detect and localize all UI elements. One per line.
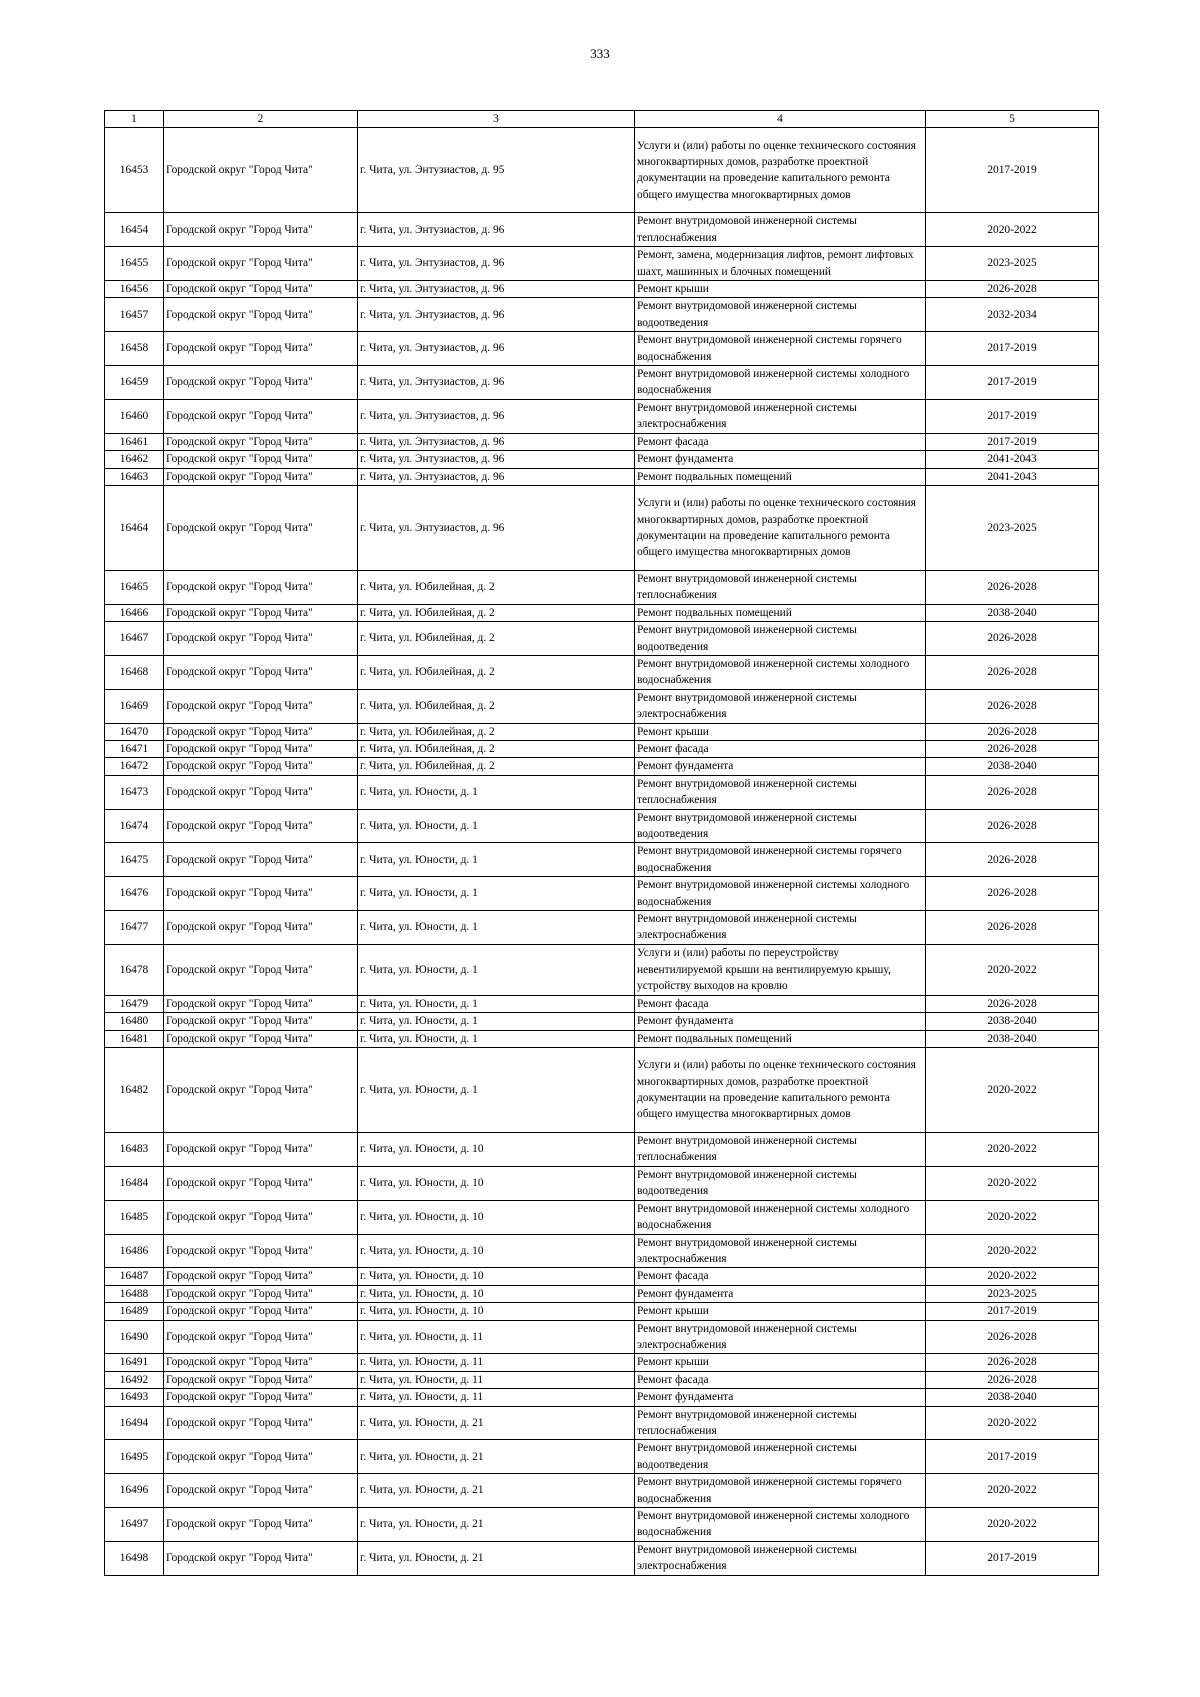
cell-work-type: Ремонт крыши (635, 1354, 926, 1371)
cell-row-number: 16493 (105, 1389, 164, 1406)
cell-period: 2017-2019 (926, 1303, 1099, 1320)
cell-work-type: Ремонт крыши (635, 1303, 926, 1320)
cell-work-type: Ремонт внутридомовой инженерной системы электроснабжения (635, 1541, 926, 1575)
column-header-4: 4 (635, 111, 926, 128)
cell-municipality: Городской округ "Город Чита" (164, 281, 358, 298)
table-row (105, 809, 1099, 843)
cell-period: 2023-2025 (926, 1285, 1099, 1302)
cell-municipality: Городской округ "Город Чита" (164, 689, 358, 723)
cell-work-type: Ремонт фундамента (635, 1013, 926, 1030)
cell-period: 2026-2028 (926, 655, 1099, 689)
cell-period: 2038-2040 (926, 1013, 1099, 1030)
cell-row-number: 16474 (105, 809, 164, 843)
table-row (105, 995, 1099, 1012)
cell-municipality: Городской округ "Город Чита" (164, 622, 358, 656)
cell-work-type: Услуги и (или) работы по оценке технического состояния многоквартирных домов, разработке проектной документации на проведение капитального ремонта общего имущества многоквартирных домов (635, 128, 926, 213)
cell-work-type: Ремонт внутридомовой инженерной системы холодного водоснабжения (635, 1508, 926, 1542)
cell-period: 2017-2019 (926, 128, 1099, 213)
cell-period: 2020-2022 (926, 1048, 1099, 1133)
cell-address: г. Чита, ул. Юности, д. 11 (358, 1371, 635, 1388)
table-row (105, 247, 1099, 281)
cell-work-type: Ремонт крыши (635, 723, 926, 740)
cell-address: г. Чита, ул. Юности, д. 1 (358, 995, 635, 1012)
cell-address: г. Чита, ул. Энтузиастов, д. 95 (358, 128, 635, 213)
cell-row-number: 16497 (105, 1508, 164, 1542)
cell-row-number: 16477 (105, 911, 164, 945)
cell-municipality: Городской округ "Город Чита" (164, 1285, 358, 1302)
cell-address: г. Чита, ул. Юности, д. 10 (358, 1166, 635, 1200)
cell-municipality: Городской округ "Город Чита" (164, 740, 358, 757)
cell-municipality: Городской округ "Город Чита" (164, 298, 358, 332)
page-number: 333 (590, 46, 610, 61)
cell-row-number: 16490 (105, 1320, 164, 1354)
cell-work-type: Ремонт внутридомовой инженерной системы холодного водоснабжения (635, 1200, 926, 1234)
cell-row-number: 16473 (105, 775, 164, 809)
cell-row-number: 16467 (105, 622, 164, 656)
cell-period: 2026-2028 (926, 995, 1099, 1012)
cell-address: г. Чита, ул. Юности, д. 10 (358, 1303, 635, 1320)
cell-address: г. Чита, ул. Юбилейная, д. 2 (358, 570, 635, 604)
cell-work-type: Ремонт внутридомовой инженерной системы теплоснабжения (635, 213, 926, 247)
cell-municipality: Городской округ "Город Чита" (164, 723, 358, 740)
header-row (105, 111, 1099, 128)
cell-municipality: Городской округ "Город Чита" (164, 1474, 358, 1508)
cell-period: 2020-2022 (926, 1474, 1099, 1508)
cell-work-type: Ремонт фундамента (635, 758, 926, 775)
cell-period: 2026-2028 (926, 809, 1099, 843)
cell-work-type: Ремонт фундамента (635, 451, 926, 468)
cell-address: г. Чита, ул. Юбилейная, д. 2 (358, 604, 635, 621)
cell-address: г. Чита, ул. Юбилейная, д. 2 (358, 758, 635, 775)
table-row (105, 1508, 1099, 1542)
cell-work-type: Ремонт, замена, модернизация лифтов, ремонт лифтовых шахт, машинных и блочных помещений (635, 247, 926, 281)
table-row (105, 1389, 1099, 1406)
cell-row-number: 16478 (105, 944, 164, 995)
cell-row-number: 16485 (105, 1200, 164, 1234)
cell-period: 2041-2043 (926, 451, 1099, 468)
cell-address: г. Чита, ул. Энтузиастов, д. 96 (358, 281, 635, 298)
cell-row-number: 16456 (105, 281, 164, 298)
cell-row-number: 16481 (105, 1030, 164, 1047)
cell-address: г. Чита, ул. Юности, д. 1 (358, 1030, 635, 1047)
cell-address: г. Чита, ул. Юности, д. 1 (358, 877, 635, 911)
cell-municipality: Городской округ "Город Чита" (164, 468, 358, 485)
cell-work-type: Ремонт внутридомовой инженерной системы холодного водоснабжения (635, 877, 926, 911)
cell-address: г. Чита, ул. Юности, д. 10 (358, 1285, 635, 1302)
cell-row-number: 16484 (105, 1166, 164, 1200)
cell-municipality: Городской округ "Город Чита" (164, 604, 358, 621)
cell-row-number: 16495 (105, 1440, 164, 1474)
cell-municipality: Городской округ "Город Чита" (164, 877, 358, 911)
cell-work-type: Ремонт внутридомовой инженерной системы горячего водоснабжения (635, 332, 926, 366)
cell-address: г. Чита, ул. Юности, д. 21 (358, 1508, 635, 1542)
table-row (105, 758, 1099, 775)
cell-address: г. Чита, ул. Юбилейная, д. 2 (358, 655, 635, 689)
cell-municipality: Городской округ "Город Чита" (164, 1013, 358, 1030)
cell-row-number: 16487 (105, 1268, 164, 1285)
table-header (105, 111, 1099, 128)
cell-municipality: Городской округ "Город Чита" (164, 247, 358, 281)
table-row (105, 1268, 1099, 1285)
cell-address: г. Чита, ул. Юности, д. 21 (358, 1406, 635, 1440)
cell-municipality: Городской округ "Город Чита" (164, 655, 358, 689)
column-header-1: 1 (105, 111, 164, 128)
cell-address: г. Чита, ул. Энтузиастов, д. 96 (358, 468, 635, 485)
cell-work-type: Ремонт внутридомовой инженерной системы теплоснабжения (635, 1133, 926, 1167)
cell-address: г. Чита, ул. Юности, д. 1 (358, 1013, 635, 1030)
cell-municipality: Городской округ "Город Чита" (164, 1030, 358, 1047)
cell-work-type: Ремонт подвальных помещений (635, 1030, 926, 1047)
cell-row-number: 16454 (105, 213, 164, 247)
cell-municipality: Городской округ "Город Чита" (164, 1303, 358, 1320)
cell-work-type: Ремонт внутридомовой инженерной системы водоотведения (635, 1166, 926, 1200)
cell-row-number: 16480 (105, 1013, 164, 1030)
cell-municipality: Городской округ "Город Чита" (164, 1320, 358, 1354)
cell-work-type: Ремонт фасада (635, 433, 926, 450)
cell-period: 2020-2022 (926, 213, 1099, 247)
table-row (105, 944, 1099, 995)
table-row (105, 1166, 1099, 1200)
cell-address: г. Чита, ул. Энтузиастов, д. 96 (358, 332, 635, 366)
table-row (105, 604, 1099, 621)
cell-work-type: Ремонт фасада (635, 995, 926, 1012)
cell-municipality: Городской округ "Город Чита" (164, 213, 358, 247)
cell-municipality: Городской округ "Город Чита" (164, 128, 358, 213)
table-row (105, 281, 1099, 298)
cell-municipality: Городской округ "Город Чита" (164, 775, 358, 809)
cell-period: 2038-2040 (926, 1030, 1099, 1047)
cell-period: 2026-2028 (926, 775, 1099, 809)
cell-period: 2026-2028 (926, 843, 1099, 877)
table-row (105, 1200, 1099, 1234)
cell-municipality: Городской округ "Город Чита" (164, 366, 358, 400)
cell-period: 2020-2022 (926, 1133, 1099, 1167)
table-row (105, 332, 1099, 366)
cell-row-number: 16457 (105, 298, 164, 332)
cell-municipality: Городской округ "Город Чита" (164, 433, 358, 450)
table-row (105, 1541, 1099, 1575)
cell-municipality: Городской округ "Город Чита" (164, 1200, 358, 1234)
column-header-2: 2 (164, 111, 358, 128)
cell-period: 2026-2028 (926, 911, 1099, 945)
cell-municipality: Городской округ "Город Чита" (164, 1440, 358, 1474)
cell-work-type: Услуги и (или) работы по переустройству невентилируемой крыши на вентилируемую крышу, устройству выходов на кровлю (635, 944, 926, 995)
cell-address: г. Чита, ул. Юности, д. 11 (358, 1320, 635, 1354)
cell-municipality: Городской округ "Город Чита" (164, 1406, 358, 1440)
cell-period: 2023-2025 (926, 485, 1099, 570)
cell-work-type: Ремонт фасада (635, 1268, 926, 1285)
cell-work-type: Ремонт внутридомовой инженерной системы холодного водоснабжения (635, 366, 926, 400)
cell-address: г. Чита, ул. Юности, д. 10 (358, 1200, 635, 1234)
cell-row-number: 16464 (105, 485, 164, 570)
cell-work-type: Ремонт внутридомовой инженерной системы водоотведения (635, 1440, 926, 1474)
cell-work-type: Ремонт фундамента (635, 1285, 926, 1302)
cell-row-number: 16463 (105, 468, 164, 485)
cell-work-type: Ремонт внутридомовой инженерной системы электроснабжения (635, 1234, 926, 1268)
cell-work-type: Ремонт внутридомовой инженерной системы теплоснабжения (635, 570, 926, 604)
cell-period: 2038-2040 (926, 1389, 1099, 1406)
table-row (105, 775, 1099, 809)
cell-row-number: 16470 (105, 723, 164, 740)
cell-address: г. Чита, ул. Юности, д. 21 (358, 1440, 635, 1474)
table-row (105, 622, 1099, 656)
cell-row-number: 16469 (105, 689, 164, 723)
cell-row-number: 16496 (105, 1474, 164, 1508)
cell-period: 2020-2022 (926, 1268, 1099, 1285)
table-row (105, 1474, 1099, 1508)
column-header-5: 5 (926, 111, 1099, 128)
cell-work-type: Ремонт подвальных помещений (635, 604, 926, 621)
cell-row-number: 16486 (105, 1234, 164, 1268)
cell-work-type: Ремонт внутридомовой инженерной системы водоотведения (635, 809, 926, 843)
cell-row-number: 16465 (105, 570, 164, 604)
cell-period: 2026-2028 (926, 740, 1099, 757)
cell-row-number: 16482 (105, 1048, 164, 1133)
cell-work-type: Услуги и (или) работы по оценке технического состояния многоквартирных домов, разработке проектной документации на проведение капитального ремонта общего имущества многоквартирных домов (635, 485, 926, 570)
cell-address: г. Чита, ул. Юности, д. 1 (358, 1048, 635, 1133)
cell-period: 2020-2022 (926, 1406, 1099, 1440)
cell-row-number: 16462 (105, 451, 164, 468)
cell-period: 2026-2028 (926, 723, 1099, 740)
table-row (105, 366, 1099, 400)
cell-work-type: Ремонт внутридомовой инженерной системы водоотведения (635, 622, 926, 656)
cell-row-number: 16498 (105, 1541, 164, 1575)
cell-row-number: 16472 (105, 758, 164, 775)
cell-municipality: Городской округ "Город Чита" (164, 1166, 358, 1200)
cell-row-number: 16475 (105, 843, 164, 877)
cell-period: 2017-2019 (926, 433, 1099, 450)
cell-municipality: Городской округ "Город Чита" (164, 944, 358, 995)
table-row (105, 1371, 1099, 1388)
cell-address: г. Чита, ул. Энтузиастов, д. 96 (358, 399, 635, 433)
cell-address: г. Чита, ул. Юности, д. 10 (358, 1234, 635, 1268)
cell-period: 2017-2019 (926, 1541, 1099, 1575)
table-row (105, 468, 1099, 485)
repair-schedule-table (104, 110, 1099, 1576)
cell-municipality: Городской округ "Город Чита" (164, 1133, 358, 1167)
column-header-3: 3 (358, 111, 635, 128)
cell-work-type: Ремонт фасада (635, 740, 926, 757)
cell-period: 2026-2028 (926, 1354, 1099, 1371)
table-row (105, 911, 1099, 945)
cell-address: г. Чита, ул. Энтузиастов, д. 96 (358, 485, 635, 570)
cell-period: 2023-2025 (926, 247, 1099, 281)
cell-work-type: Ремонт внутридомовой инженерной системы теплоснабжения (635, 1406, 926, 1440)
table-row (105, 689, 1099, 723)
cell-work-type: Ремонт внутридомовой инженерной системы электроснабжения (635, 911, 926, 945)
cell-row-number: 16455 (105, 247, 164, 281)
table-row (105, 1354, 1099, 1371)
cell-period: 2026-2028 (926, 1320, 1099, 1354)
cell-row-number: 16491 (105, 1354, 164, 1371)
table-row (105, 1440, 1099, 1474)
cell-address: г. Чита, ул. Юности, д. 1 (358, 911, 635, 945)
cell-row-number: 16476 (105, 877, 164, 911)
cell-row-number: 16471 (105, 740, 164, 757)
cell-period: 2026-2028 (926, 1371, 1099, 1388)
cell-work-type: Ремонт внутридомовой инженерной системы электроснабжения (635, 399, 926, 433)
cell-municipality: Городской округ "Город Чита" (164, 570, 358, 604)
cell-work-type: Ремонт внутридомовой инженерной системы теплоснабжения (635, 775, 926, 809)
cell-municipality: Городской округ "Город Чита" (164, 1268, 358, 1285)
cell-municipality: Городской округ "Город Чита" (164, 843, 358, 877)
cell-address: г. Чита, ул. Юности, д. 21 (358, 1474, 635, 1508)
cell-address: г. Чита, ул. Энтузиастов, д. 96 (358, 298, 635, 332)
cell-period: 2026-2028 (926, 281, 1099, 298)
cell-address: г. Чита, ул. Энтузиастов, д. 96 (358, 213, 635, 247)
table-row (105, 451, 1099, 468)
cell-work-type: Ремонт внутридомовой инженерной системы электроснабжения (635, 689, 926, 723)
table-row (105, 485, 1099, 570)
table-row (105, 1285, 1099, 1302)
cell-row-number: 16468 (105, 655, 164, 689)
cell-address: г. Чита, ул. Юбилейная, д. 2 (358, 689, 635, 723)
table-row (105, 1013, 1099, 1030)
cell-work-type: Ремонт крыши (635, 281, 926, 298)
cell-municipality: Городской округ "Город Чита" (164, 1508, 358, 1542)
cell-period: 2017-2019 (926, 1440, 1099, 1474)
cell-work-type: Ремонт фундамента (635, 1389, 926, 1406)
cell-row-number: 16494 (105, 1406, 164, 1440)
cell-row-number: 16458 (105, 332, 164, 366)
cell-work-type: Ремонт внутридомовой инженерной системы горячего водоснабжения (635, 1474, 926, 1508)
cell-address: г. Чита, ул. Юности, д. 1 (358, 944, 635, 995)
cell-period: 2017-2019 (926, 366, 1099, 400)
cell-period: 2038-2040 (926, 758, 1099, 775)
cell-period: 2038-2040 (926, 604, 1099, 621)
cell-address: г. Чита, ул. Юности, д. 1 (358, 775, 635, 809)
cell-work-type: Ремонт фасада (635, 1371, 926, 1388)
cell-period: 2026-2028 (926, 622, 1099, 656)
cell-municipality: Городской округ "Город Чита" (164, 399, 358, 433)
cell-work-type: Ремонт внутридомовой инженерной системы водоотведения (635, 298, 926, 332)
cell-municipality: Городской округ "Город Чита" (164, 995, 358, 1012)
cell-row-number: 16466 (105, 604, 164, 621)
cell-period: 2032-2034 (926, 298, 1099, 332)
table-row (105, 740, 1099, 757)
cell-period: 2026-2028 (926, 570, 1099, 604)
cell-work-type: Ремонт внутридомовой инженерной системы холодного водоснабжения (635, 655, 926, 689)
cell-address: г. Чита, ул. Юности, д. 11 (358, 1389, 635, 1406)
cell-work-type: Ремонт внутридомовой инженерной системы горячего водоснабжения (635, 843, 926, 877)
cell-municipality: Городской округ "Город Чита" (164, 1371, 358, 1388)
cell-period: 2041-2043 (926, 468, 1099, 485)
table-row (105, 1133, 1099, 1167)
cell-address: г. Чита, ул. Энтузиастов, д. 96 (358, 433, 635, 450)
table-row (105, 433, 1099, 450)
table-row (105, 128, 1099, 213)
table-row (105, 843, 1099, 877)
cell-period: 2026-2028 (926, 877, 1099, 911)
cell-row-number: 16459 (105, 366, 164, 400)
cell-address: г. Чита, ул. Юности, д. 1 (358, 843, 635, 877)
cell-address: г. Чита, ул. Юбилейная, д. 2 (358, 740, 635, 757)
cell-municipality: Городской округ "Город Чита" (164, 1389, 358, 1406)
cell-period: 2017-2019 (926, 332, 1099, 366)
cell-municipality: Городской округ "Город Чита" (164, 911, 358, 945)
table-row (105, 399, 1099, 433)
cell-address: г. Чита, ул. Юности, д. 10 (358, 1268, 635, 1285)
cell-work-type: Ремонт внутридомовой инженерной системы электроснабжения (635, 1320, 926, 1354)
cell-municipality: Городской округ "Город Чита" (164, 485, 358, 570)
cell-municipality: Городской округ "Город Чита" (164, 1354, 358, 1371)
table-row (105, 877, 1099, 911)
cell-municipality: Городской округ "Город Чита" (164, 451, 358, 468)
table-row (105, 655, 1099, 689)
cell-period: 2020-2022 (926, 1234, 1099, 1268)
table-row (105, 1406, 1099, 1440)
cell-address: г. Чита, ул. Юности, д. 10 (358, 1133, 635, 1167)
cell-row-number: 16453 (105, 128, 164, 213)
cell-row-number: 16489 (105, 1303, 164, 1320)
table-row (105, 1048, 1099, 1133)
cell-address: г. Чита, ул. Энтузиастов, д. 96 (358, 247, 635, 281)
cell-row-number: 16479 (105, 995, 164, 1012)
cell-municipality: Городской округ "Город Чита" (164, 758, 358, 775)
cell-address: г. Чита, ул. Юности, д. 1 (358, 809, 635, 843)
table-row (105, 298, 1099, 332)
cell-row-number: 16460 (105, 399, 164, 433)
cell-address: г. Чита, ул. Юбилейная, д. 2 (358, 622, 635, 656)
cell-work-type: Услуги и (или) работы по оценке технического состояния многоквартирных домов, разработке проектной документации на проведение капитального ремонта общего имущества многоквартирных домов (635, 1048, 926, 1133)
table-row (105, 1234, 1099, 1268)
table-row (105, 1030, 1099, 1047)
cell-row-number: 16461 (105, 433, 164, 450)
cell-municipality: Городской округ "Город Чита" (164, 809, 358, 843)
cell-address: г. Чита, ул. Энтузиастов, д. 96 (358, 366, 635, 400)
cell-period: 2020-2022 (926, 1508, 1099, 1542)
cell-address: г. Чита, ул. Юности, д. 21 (358, 1541, 635, 1575)
cell-period: 2026-2028 (926, 689, 1099, 723)
cell-work-type: Ремонт подвальных помещений (635, 468, 926, 485)
cell-period: 2020-2022 (926, 1200, 1099, 1234)
cell-municipality: Городской округ "Город Чита" (164, 1234, 358, 1268)
table-row (105, 1320, 1099, 1354)
cell-municipality: Городской округ "Город Чита" (164, 1048, 358, 1133)
table-row (105, 213, 1099, 247)
cell-address: г. Чита, ул. Юности, д. 11 (358, 1354, 635, 1371)
cell-row-number: 16492 (105, 1371, 164, 1388)
cell-period: 2020-2022 (926, 944, 1099, 995)
table-body (105, 128, 1099, 1575)
table-row (105, 723, 1099, 740)
cell-row-number: 16488 (105, 1285, 164, 1302)
table-row (105, 570, 1099, 604)
cell-row-number: 16483 (105, 1133, 164, 1167)
cell-period: 2020-2022 (926, 1166, 1099, 1200)
cell-municipality: Городской округ "Город Чита" (164, 1541, 358, 1575)
table-row (105, 1303, 1099, 1320)
cell-municipality: Городской округ "Город Чита" (164, 332, 358, 366)
cell-period: 2017-2019 (926, 399, 1099, 433)
cell-address: г. Чита, ул. Юбилейная, д. 2 (358, 723, 635, 740)
cell-address: г. Чита, ул. Энтузиастов, д. 96 (358, 451, 635, 468)
